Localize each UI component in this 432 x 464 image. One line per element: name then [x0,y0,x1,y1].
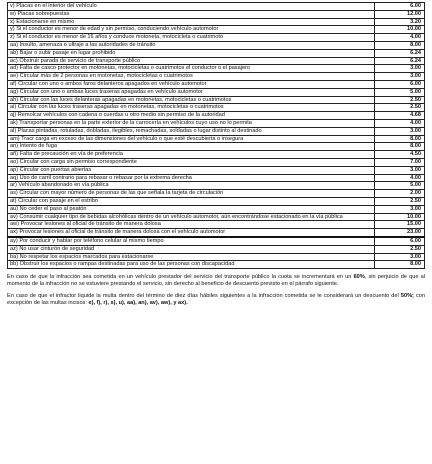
fine-amount: 5.00 [375,182,425,190]
fine-amount: 3.20 [375,18,425,26]
note2-text-a: En caso de que el infractor liquide la multa dentro del término de diez días hábiles siguientes a la infracción cometida se le considerará un descuento del [7,293,401,300]
fine-description: ba) No respetar los espacios marcados para estacionarse [8,253,375,261]
fine-amount: 4.50 [375,151,425,159]
fine-description: ae) Circular más de 2 personas en motonetas, motocicletas o cuatrimotos [8,73,375,81]
fine-amount: 8.00 [375,135,425,143]
fine-amount: 2.50 [375,245,425,253]
fine-amount: 15.00 [375,221,425,229]
fine-description: ay) Por conducir y hablar por teléfono celular al mismo tiempo [8,237,375,245]
table-row [8,65,425,73]
fine-description: aq) Uso de carril contrario para rebasar o rebasar por la extrema derecha [8,174,375,182]
table-row [8,18,425,26]
table-row [8,135,425,143]
table-row [8,205,425,213]
table-row [8,88,425,96]
fine-description: ax) Provocar lesiones al oficial de tránsito de manera dolosa con el vehículo automotor [8,229,375,237]
table-row [8,127,425,135]
fine-description: ao) Circular con carga sin permiso correspondiente [8,158,375,166]
table-row [8,253,425,261]
fine-amount: 8.00 [375,41,425,49]
note1-percent: 60% [353,274,365,281]
table-row [8,237,425,245]
fines-table-body [8,3,425,269]
fine-description: ar) Vehículo abandonado en vía pública [8,182,375,190]
note2-text-b: con excepción de las multas incisos: [7,293,425,307]
fine-description: añ) Falta de precaución en vía de preferencia [8,151,375,159]
fine-amount: 10.00 [375,26,425,34]
discount-note [7,293,425,307]
note2-exceptions: e), f), r), s), u), aa), an), av), aw), y ax). [88,300,188,307]
note1-text-a: En caso de que la infracción sea cometida en un vehículo prestador del servicio del transporte público la cuota se incrementará en un [7,274,354,281]
table-row [8,229,425,237]
fine-description: al) Placas pintadas, rotuladas, dobladas, ilegibles, remachadas, soldadas o lugar distinto al destinado [8,127,375,135]
fine-amount: 3.00 [375,65,425,73]
fine-description: ad) Falta de casco protector en motonetas, motocicletas o cuatrimotos el conductor o el pasajero [8,65,375,73]
fine-amount: 3.00 [375,205,425,213]
fine-description: az) No usar cinturón de seguridad [8,245,375,253]
fine-description: ag) Circular con uno o ambas luces traseras apagadas en vehículo automotor [8,88,375,96]
fine-amount: 6.00 [375,3,425,11]
fine-amount: 3.00 [375,127,425,135]
fine-description: w) Placas sobrepuestas [8,10,375,18]
fine-description: ak) Transportar personas en la parte exterior de la carrocería en vehículos cuyo uso no lo permita [8,119,375,127]
fine-description: an) Intento de fuga [8,143,375,151]
fine-description: av) Consumir cualquier tipo de bebidas alcohólicas dentro de un vehículo automotor, aún encontrándose estacionado en la vía pública [8,213,375,221]
table-row [8,221,425,229]
table-row [8,26,425,34]
fine-description: z) Si el conductor es menor de 16 años y conduce motoneta, motocicleta o cuatrimoto [8,34,375,42]
fine-amount: 7.00 [375,158,425,166]
fine-description: aw) Provocar lesiones al oficial de tránsito de manera dolosa [8,221,375,229]
fine-description: as) Circular con mayor número de personas de las que señala la tarjeta de circulación [8,190,375,198]
fine-amount: 6.00 [375,80,425,88]
fine-description: at) Circular con pasaje en el estribo [8,197,375,205]
fine-amount: 6.24 [375,57,425,65]
document-page [3,2,429,307]
table-row [8,80,425,88]
public-transport-note [7,274,425,288]
fine-amount: 4.00 [375,119,425,127]
table-row [8,158,425,166]
fine-description: ah) Circular con las luces delanteras apagadas en motonetas, motocicletas o cuatrimotos [8,96,375,104]
table-row [8,34,425,42]
table-row [8,10,425,18]
table-row [8,57,425,65]
table-row [8,104,425,112]
fine-amount: 12.00 [375,10,425,18]
fine-description: ai) Circular con las luces traseras apagadas en motonetas, motocicletas o cuatrimotos [8,104,375,112]
fine-amount: 3.00 [375,166,425,174]
table-row [8,182,425,190]
table-row [8,245,425,253]
table-row [8,96,425,104]
fine-description: au) No ceder el paso al peatón [8,205,375,213]
fine-description: bb) Obstruir los espacios o rampas destinadas para uso de las personas con discapacidad [8,261,375,269]
fine-amount: 4.68 [375,112,425,120]
fine-amount: 8.00 [375,261,425,269]
fine-amount: 2.50 [375,197,425,205]
fine-amount: 6.24 [375,49,425,57]
table-row [8,41,425,49]
fine-amount: 3.00 [375,253,425,261]
fine-description: x) Estacionarse en mismo [8,18,375,26]
fine-amount: 8.00 [375,143,425,151]
fine-description: ac) Obstruir parada de servicio de transporte público [8,57,375,65]
fine-amount: 4.00 [375,34,425,42]
fine-description: ap) Circular con puertas abiertas [8,166,375,174]
fine-amount: 5.00 [375,88,425,96]
fine-description: aj) Remolcar vehículos con cadena o cuerdas u otro medio sin permiso de la autoridad [8,112,375,120]
table-row [8,143,425,151]
table-row [8,49,425,57]
note2-percent: 50%; [400,293,414,300]
fine-amount: 23.00 [375,229,425,237]
table-row [8,213,425,221]
table-row [8,174,425,182]
fine-description: ab) Bajar o subir pasaje en lugar prohibido [8,49,375,57]
fine-amount: 2.50 [375,96,425,104]
table-row [8,261,425,269]
fine-amount: 3.00 [375,73,425,81]
table-row [8,73,425,81]
fine-description: af) Circular con uno o ambos faros delanteros apagados en vehículo automotor [8,80,375,88]
note1-text-b: , sin perjuicio de que al momento de la infracción no se estuviere prestando el servicio, sin derecho al beneficio de descuento previsto en el párrafo siguiente. [7,274,425,288]
fine-description: y) Si el conductor es menor de edad y sin permiso, conduciendo vehículo automotor [8,26,375,34]
fine-description: aa) Insulto, amenaza o ultraje a las autoridades de tránsito [8,41,375,49]
fine-amount: 2.50 [375,104,425,112]
table-row [8,119,425,127]
table-row [8,151,425,159]
fine-description: v) Placas en el interior del vehículo [8,3,375,11]
fine-amount: 4.00 [375,174,425,182]
table-row [8,166,425,174]
fine-amount: 2.00 [375,190,425,198]
fine-amount: 10.00 [375,213,425,221]
table-row [8,3,425,11]
table-row [8,190,425,198]
table-row [8,112,425,120]
table-row [8,197,425,205]
fine-amount: 6.00 [375,237,425,245]
fines-table [7,2,425,269]
fine-description: am) Tracr carga en exceso de las dimensiones del vehículo o que esté descubierta o insegura [8,135,375,143]
